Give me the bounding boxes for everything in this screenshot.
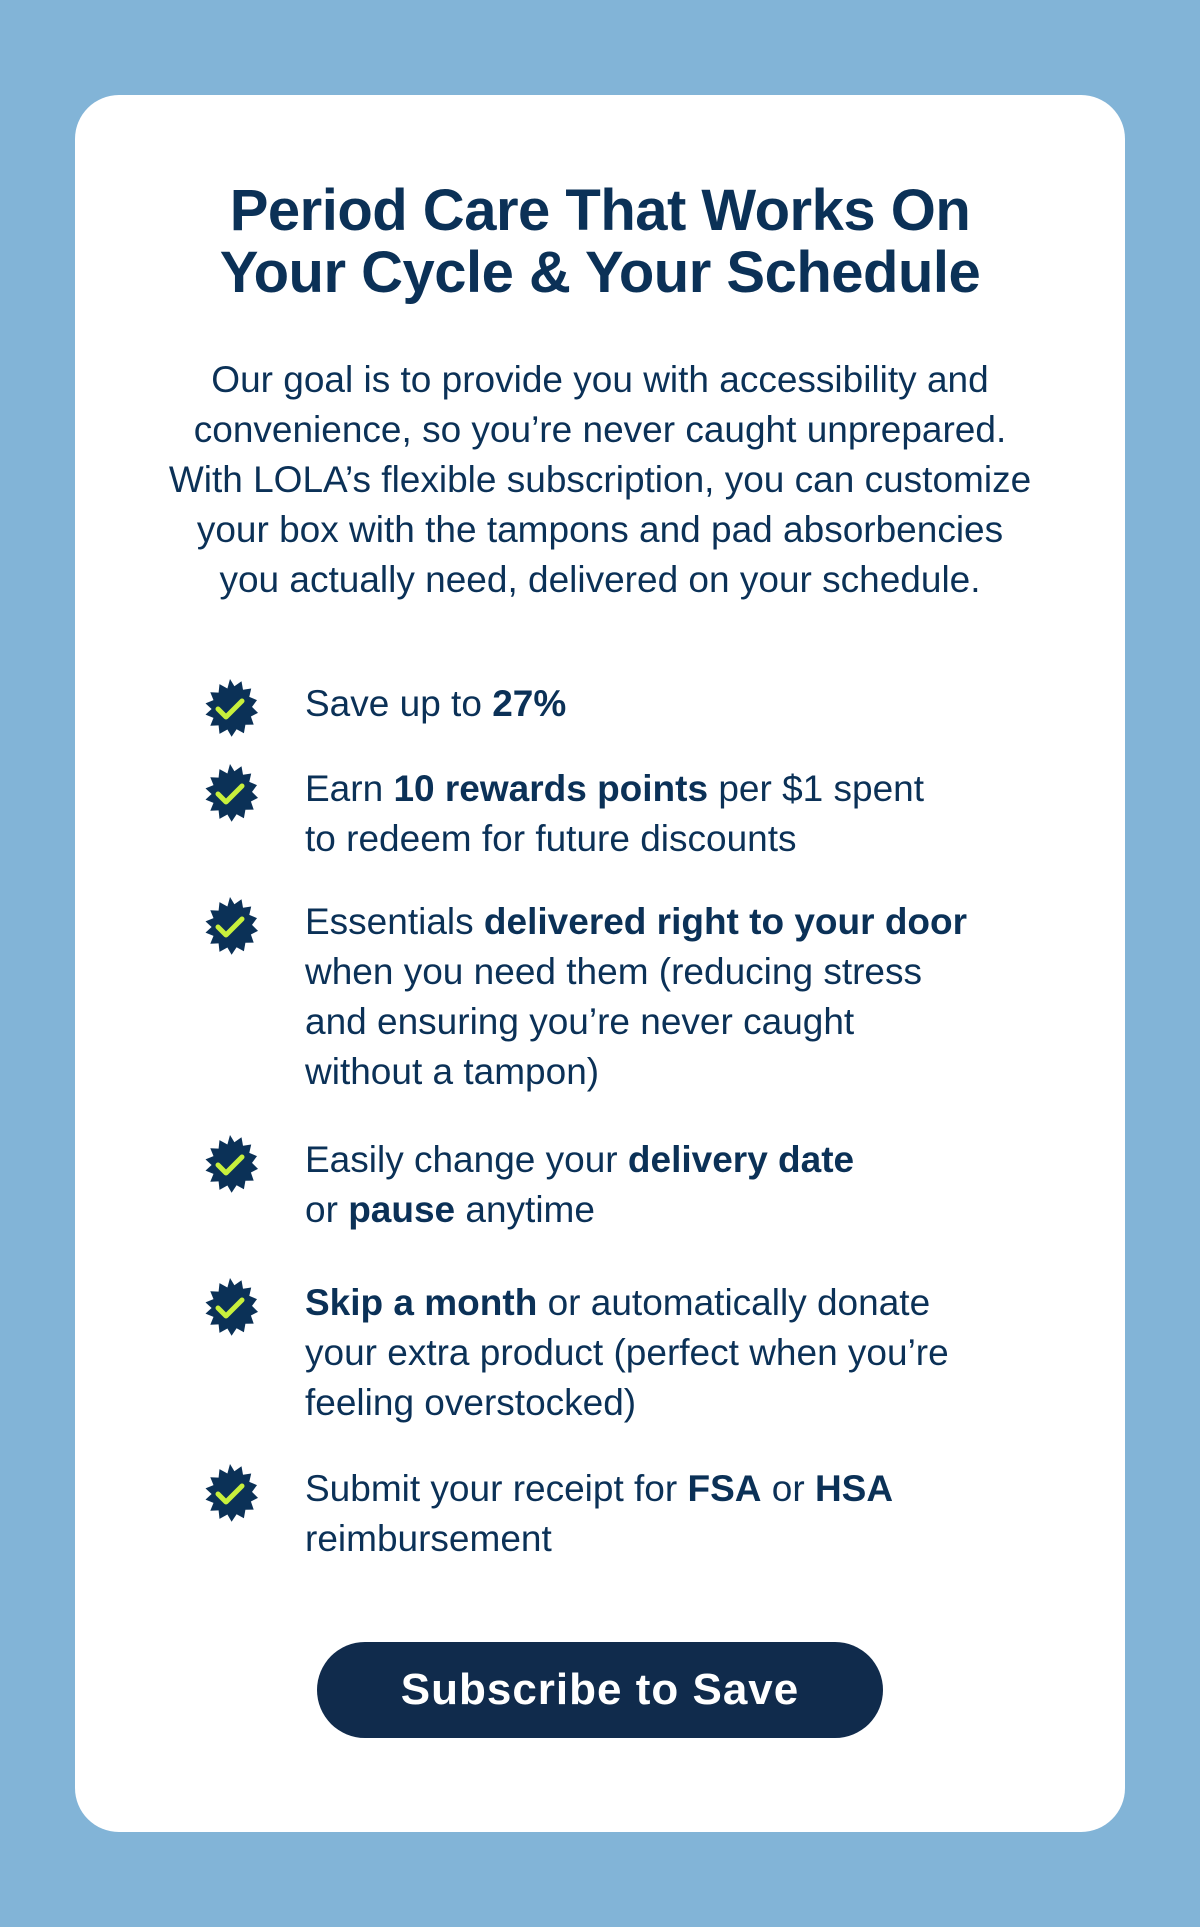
- benefit-text-part: per $1 spent: [708, 768, 925, 809]
- benefit-text-part: Easily change your: [305, 1139, 628, 1180]
- intro-line-4: your box with the tampons and pad absorbencies: [196, 509, 1004, 550]
- benefit-highlight: pause: [348, 1189, 456, 1230]
- benefit-text-part: or: [305, 1189, 349, 1230]
- benefit-text: [305, 1278, 1065, 1428]
- benefit-text-part: Save up to: [305, 683, 493, 724]
- benefit-text-part: or automatically donate: [537, 1282, 931, 1323]
- badge-check-icon: [200, 1464, 260, 1524]
- benefit-text: [305, 764, 1065, 864]
- page-title: [0, 180, 1200, 304]
- benefit-highlight: delivered right to your door: [483, 901, 968, 942]
- benefit-text-line: your extra product (perfect when you’re: [305, 1332, 949, 1373]
- subscribe-button[interactable]: Subscribe to Save: [317, 1642, 883, 1738]
- benefit-text-part: Essentials: [305, 901, 484, 942]
- badge-check-icon: [200, 764, 260, 824]
- title-line-2: Your Cycle & Your Schedule: [219, 240, 981, 305]
- benefit-highlight: FSA: [687, 1468, 762, 1509]
- benefit-highlight: HSA: [814, 1468, 894, 1509]
- title-line-1: Period Care That Works On: [229, 178, 971, 243]
- benefit-text: [305, 1135, 1065, 1235]
- benefit-highlight: Skip a month: [305, 1282, 538, 1323]
- benefit-text-line: when you need them (reducing stress: [305, 951, 923, 992]
- badge-check-icon: [200, 897, 260, 957]
- intro-paragraph: [100, 355, 1100, 605]
- benefit-highlight: delivery date: [627, 1139, 855, 1180]
- intro-line-5: you actually need, delivered on your schedule.: [219, 559, 981, 600]
- benefit-text-line: feeling overstocked): [305, 1382, 637, 1423]
- badge-check-icon: [200, 1278, 260, 1338]
- benefit-text-line: and ensuring you’re never caught: [305, 1001, 855, 1042]
- badge-check-icon: [200, 679, 260, 739]
- intro-line-3: With LOLA’s flexible subscription, you can customize: [168, 459, 1032, 500]
- benefit-text-part: Earn: [305, 768, 394, 809]
- benefit-text: [305, 1464, 1065, 1564]
- benefit-text-part: anytime: [455, 1189, 595, 1230]
- badge-check-icon: [200, 1135, 260, 1195]
- benefit-highlight: 27%: [492, 683, 567, 724]
- benefit-text-part: Submit your receipt for: [305, 1468, 688, 1509]
- benefit-text-line: without a tampon): [305, 1051, 600, 1092]
- benefit-highlight: 10 rewards points: [393, 768, 709, 809]
- benefit-text-line: to redeem for future discounts: [305, 818, 797, 859]
- benefit-text-line: reimbursement: [305, 1518, 552, 1559]
- benefit-text: [305, 897, 1065, 1097]
- intro-line-2: convenience, so you’re never caught unprepared.: [193, 409, 1007, 450]
- benefit-text-part: or: [761, 1468, 815, 1509]
- benefit-text: [305, 679, 1065, 729]
- intro-line-1: Our goal is to provide you with accessibility and: [211, 359, 989, 400]
